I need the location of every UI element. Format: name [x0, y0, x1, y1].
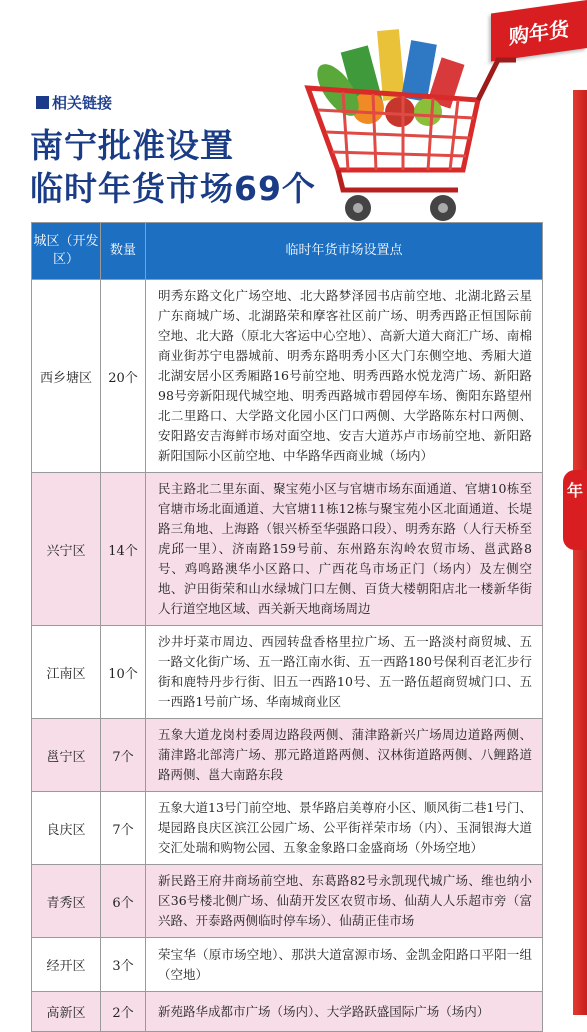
count-cell: 7个 — [101, 719, 146, 792]
table-row — [32, 938, 543, 992]
table-row — [32, 719, 543, 792]
district-cell: 兴宁区 — [32, 473, 101, 626]
table-row — [32, 473, 543, 626]
square-bullet-icon — [36, 96, 49, 109]
market-table — [31, 222, 543, 1032]
district-cell: 良庆区 — [32, 792, 101, 865]
count-cell: 2个 — [101, 992, 146, 1032]
shopping-cart-icon — [288, 20, 518, 225]
locations-cell: 五象大道13号门前空地、景华路启美尊府小区、顺风街二巷1号门、堤园路良庆区滨江公园广场、公平街祥荣市场（内）、玉洞银海大道交汇处瑞和购物公园、五象金象路口金盛商场（外场空地） — [146, 792, 543, 865]
header-count: 数量 — [101, 223, 146, 280]
district-cell: 高新区 — [32, 992, 101, 1032]
district-cell: 西乡塘区 — [32, 280, 101, 473]
locations-cell: 五象大道龙岗村委周边路段两侧、蒲津路新兴广场周边道路两侧、蒲津路北部湾广场、那元路道路两侧、汉林街道路两侧、八鲤路道路两侧、邕大南路东段 — [146, 719, 543, 792]
table-header-row — [32, 223, 543, 280]
locations-cell: 沙井圩菜市周边、西园转盘香格里拉广场、五一路淡村商贸城、五一路文化街广场、五一路江南水街、五一西路180号保利百老汇步行街和鹿特丹步行街、旧五一西路10号、五一路伍超商贸城门口、五一西路1号前广场、华南城商业区 — [146, 626, 543, 719]
count-cell: 6个 — [101, 865, 146, 938]
district-cell: 邕宁区 — [32, 719, 101, 792]
table-row — [32, 280, 543, 473]
locations-cell: 新苑路华成都市广场（场内）、大学路跃盛国际广场（场内） — [146, 992, 543, 1032]
district-cell: 青秀区 — [32, 865, 101, 938]
header-district: 城区（开发区） — [32, 223, 101, 280]
locations-cell: 新民路王府井商场前空地、东葛路82号永凯现代城广场、维也纳小区36号楼北侧广场、仙葫开发区农贸市场、仙葫人人乐超市旁（富兴路、开泰路两侧临时停车场）、仙葫正佳市场 — [146, 865, 543, 938]
headline-line-2: 临时年货市场69个 — [30, 169, 316, 208]
header-locations: 临时年货市场设置点 — [146, 223, 543, 280]
count-cell: 10个 — [101, 626, 146, 719]
related-links-text: 相关链接 — [52, 94, 113, 112]
side-tab: 年 — [563, 470, 587, 550]
count-cell: 14个 — [101, 473, 146, 626]
count-cell: 7个 — [101, 792, 146, 865]
headline-line-1: 南宁批准设置 — [30, 126, 234, 165]
count-cell: 20个 — [101, 280, 146, 473]
red-edge-decoration — [573, 90, 587, 1015]
district-cell: 经开区 — [32, 938, 101, 992]
locations-cell: 民主路北二里东面、聚宝苑小区与官塘市场东面通道、官塘10栋至官塘市场北面通道、大官塘11栋12栋与聚宝苑小区北面通道、长堤路三角地、上海路（银兴桥至华强路口段）、明秀东路（人行天桥至虎邱一里）、济南路159号前、东州路东沟岭农贸市场、邕武路8号、鸡鸣路澳华小区路口、广西花鸟市场正门（场内）及左侧空地、沪田街荣和山水绿城门口左侧、百货大楼朝阳店北一楼新华街人行道空地区域、西关新天地商场周边 — [146, 473, 543, 626]
corner-tag: 购年货 — [491, 0, 587, 61]
table-row — [32, 626, 543, 719]
table-row — [32, 992, 543, 1032]
table-row — [32, 792, 543, 865]
count-cell: 3个 — [101, 938, 146, 992]
locations-cell: 荣宝华（原市场空地）、那洪大道富源市场、金凯金阳路口平阳一组（空地） — [146, 938, 543, 992]
district-cell: 江南区 — [32, 626, 101, 719]
locations-cell: 明秀东路文化广场空地、北大路梦泽园书店前空地、北湖北路云星广东商城广场、北湖路荣和摩客社区前广场、明秀西路正恒国际前空地、北大路（原北大客运中心空地）、高新大道大商汇广场、南棉商业街苏宁电器城前、明秀东路明秀小区大门东侧空地、秀厢大道北湖安居小区秀厢路16号前空地、明秀西路水悦龙湾广场、新阳路98号旁新阳现代城空地、明秀西路城市碧园停车场、衡阳东路望州北二里路口、大学路文化园小区门口两侧、大学路陈东村口两侧、安阳路安吉海鲜市场对面空地、安吉大道苏卢市场前空地、新阳路新阳国际小区前空地、中华路华西商业城（场内） — [146, 280, 543, 473]
table-row — [32, 865, 543, 938]
related-links-label — [36, 92, 112, 113]
